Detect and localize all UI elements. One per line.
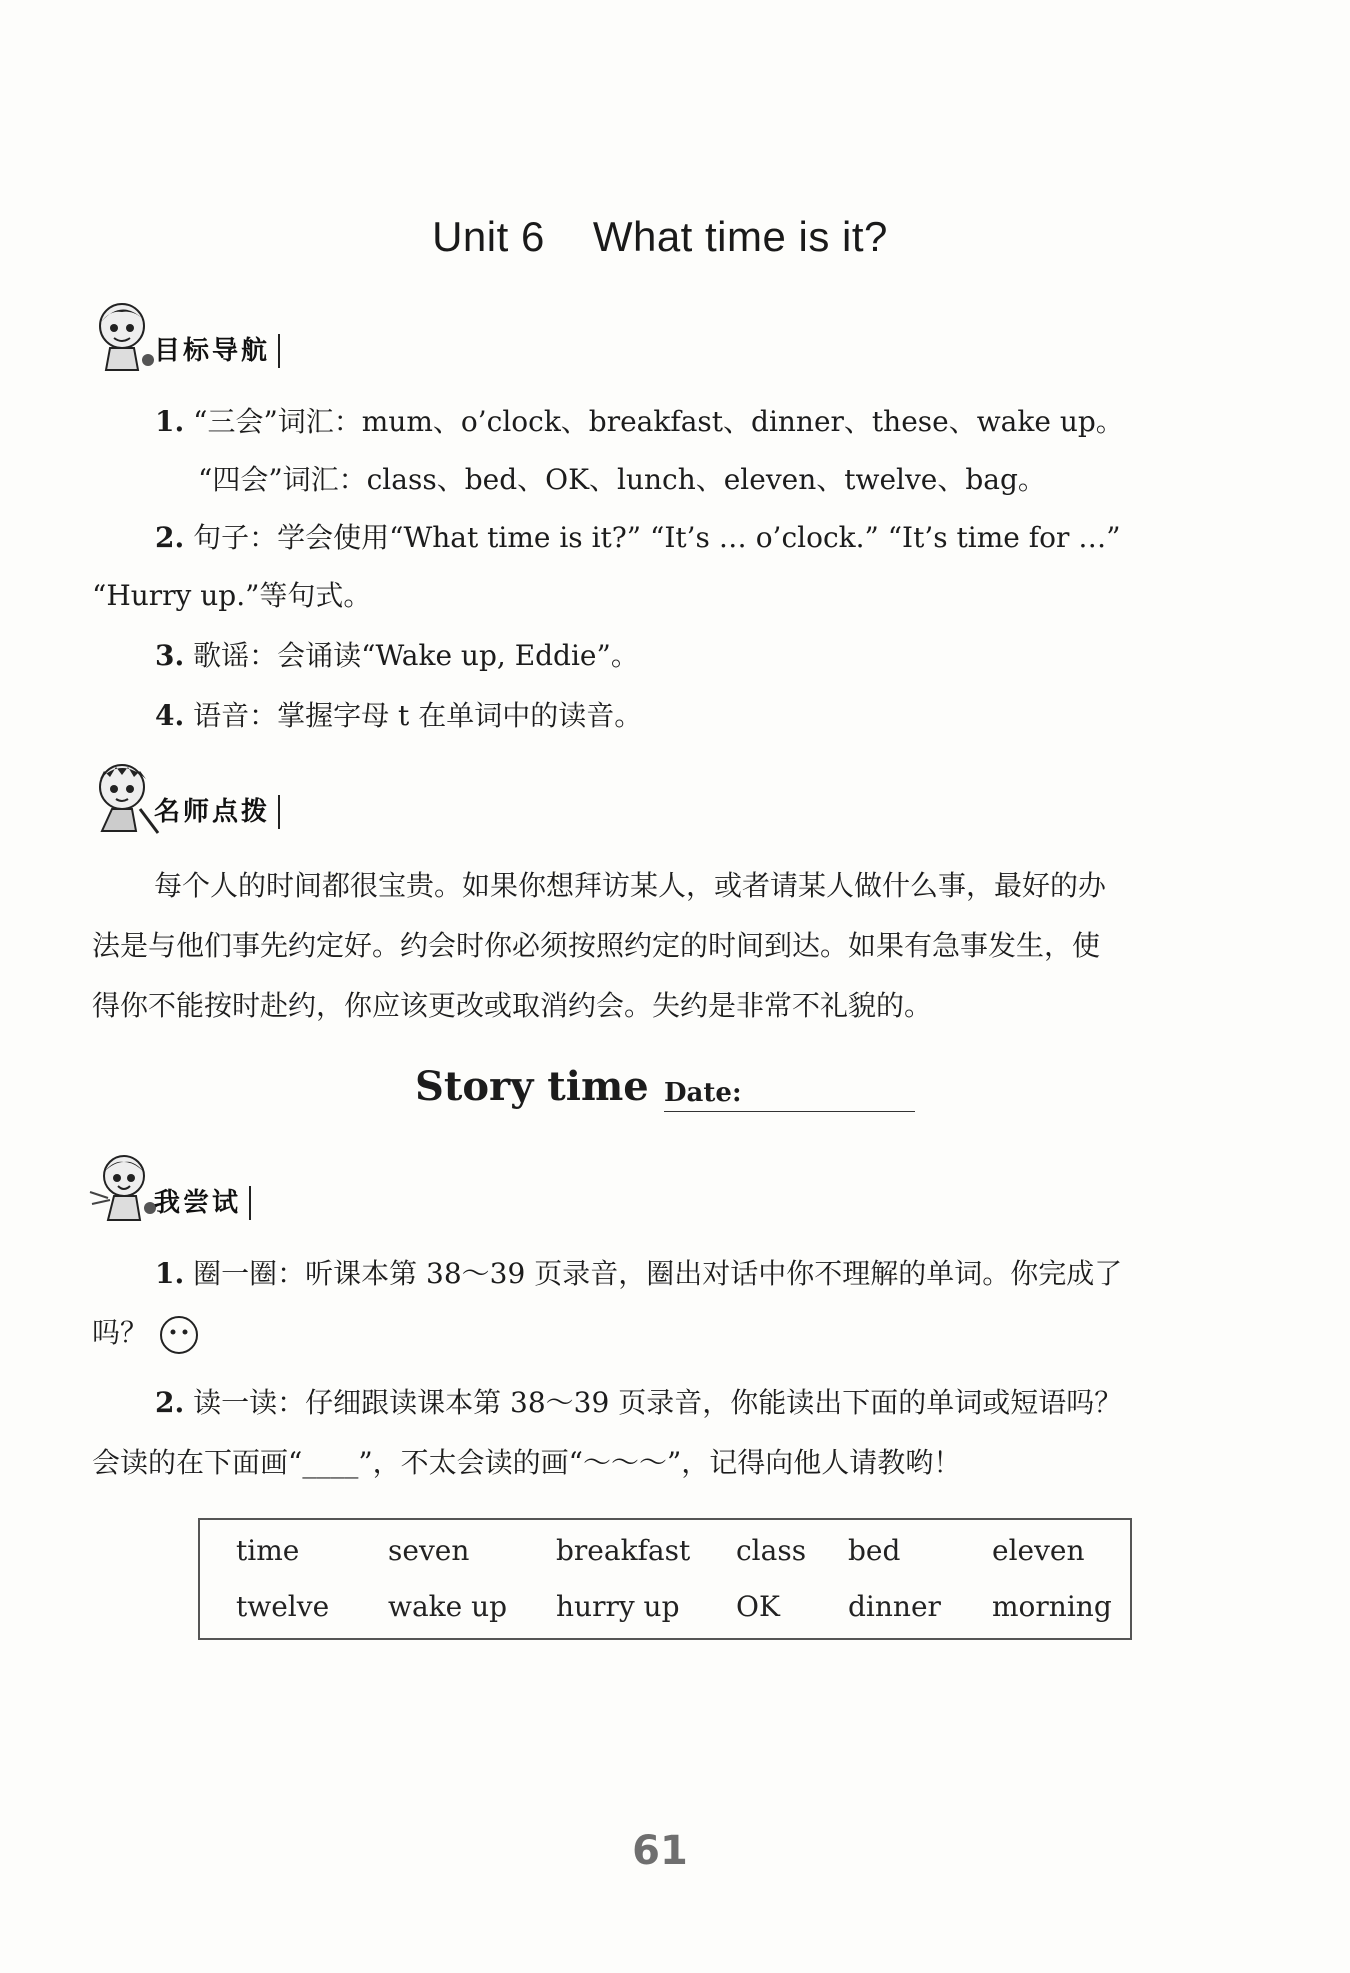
word-cell[interactable]: wake up — [388, 1590, 508, 1623]
teacher-tag: 名师点拨 — [154, 795, 280, 829]
goals-header — [88, 296, 348, 376]
word-table — [198, 1518, 1132, 1640]
date-label: Date: — [664, 1078, 742, 1108]
word-cell[interactable]: eleven — [992, 1534, 1085, 1567]
unit-label: Unit 6 — [432, 213, 545, 260]
word-cell[interactable]: class — [736, 1534, 807, 1567]
goal-item-1: 1. “三会”词汇：mum、o’clock、breakfast、dinner、these、wake up。 — [155, 405, 1124, 438]
goal-item-1b: “四会”词汇：class、bed、OK、lunch、eleven、twelve、bag。 — [198, 463, 1046, 496]
try-header — [88, 1148, 348, 1228]
goal-item-2b: “Hurry up.”等句式。 — [92, 579, 372, 612]
teacher-line-2: 法是与他们事先约定好。约会时你必须按照约定的时间到达。如果有急事发生，使 — [92, 929, 1101, 962]
word-cell[interactable]: twelve — [236, 1590, 330, 1623]
word-cell[interactable]: seven — [388, 1534, 470, 1567]
word-cell[interactable]: dinner — [848, 1590, 941, 1623]
unit-question: What time is it? — [592, 213, 888, 260]
try-q2-line1: 2. 读一读：仔细跟读课本第 38～39 页录音，你能读出下面的单词或短语吗？ — [155, 1386, 1123, 1419]
teacher-line-1: 每个人的时间都很宝贵。如果你想拜访某人，或者请某人做什么事，最好的办 — [154, 869, 1107, 902]
teacher-line-3: 得你不能按时赴约，你应该更改或取消约会。失约是非常不礼貌的。 — [92, 989, 933, 1022]
smiley-face-icon — [158, 1314, 200, 1356]
word-cell[interactable]: bed — [848, 1534, 901, 1567]
goal-item-4: 4. 语音：掌握字母 t 在单词中的读音。 — [155, 699, 643, 732]
date-blank[interactable] — [664, 1111, 915, 1112]
try-tag: 我尝试 — [154, 1186, 251, 1220]
word-cell[interactable]: morning — [992, 1590, 1112, 1623]
try-q1-line2: 吗？ — [92, 1313, 200, 1356]
goals-tag: 目标导航 — [154, 334, 280, 368]
page-number: 61 — [632, 1828, 688, 1874]
teacher-header — [88, 757, 348, 837]
try-q1-line1: 1. 圈一圈：听课本第 38～39 页录音，圈出对话中你不理解的单词。你完成了 — [155, 1257, 1123, 1290]
goal-item-3: 3. 歌谣：会诵读“Wake up, Eddie”。 — [155, 639, 639, 672]
word-cell[interactable]: breakfast — [556, 1534, 691, 1567]
unit-title — [0, 213, 1320, 261]
goal-item-2: 2. 句子：学会使用“What time is it?” “It’s … o’clock.” “It’s time for …” — [155, 521, 1121, 554]
word-cell[interactable]: OK — [736, 1590, 780, 1623]
word-cell[interactable]: hurry up — [556, 1590, 680, 1623]
try-q2-line2: 会读的在下面画“____”，不太会读的画“～～～”，记得向他人请教哟！ — [92, 1446, 962, 1479]
word-cell[interactable]: time — [236, 1534, 300, 1567]
story-time-heading: Story time — [415, 1063, 649, 1110]
teacher-para — [92, 856, 1248, 1036]
